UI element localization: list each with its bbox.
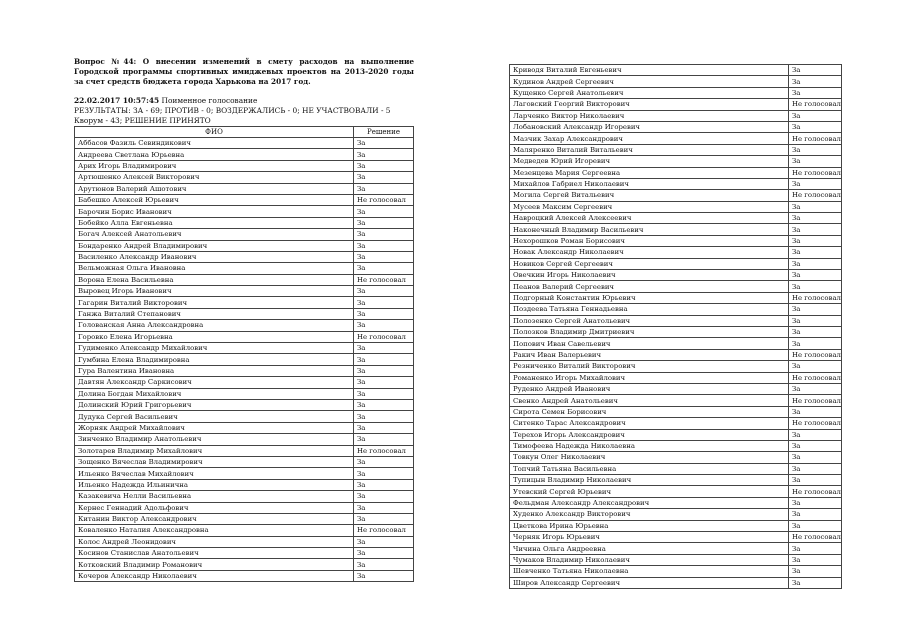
vote-decision: Не голосовал	[789, 133, 842, 144]
deputy-name: Подгорный Константин Юрьевич	[510, 292, 789, 303]
table-row	[75, 491, 414, 502]
deputy-name: Навроцкий Алексей Алексеевич	[510, 213, 789, 224]
table-row	[510, 213, 842, 224]
deputy-name: Зинченко Владимир Анатольевич	[75, 434, 354, 445]
table-row	[75, 172, 414, 183]
deputy-name: Резниченко Виталий Викторович	[510, 361, 789, 372]
table-row	[75, 217, 414, 228]
vote-decision: За	[789, 554, 842, 565]
deputy-name: Голованская Анна Александровна	[75, 320, 354, 331]
votes-table-left	[74, 126, 414, 583]
table-row	[75, 422, 414, 433]
table-row	[510, 554, 842, 565]
deputy-name: Бондаренко Андрей Владимирович	[75, 240, 354, 251]
table-row	[75, 468, 414, 479]
table-header-row	[75, 126, 414, 137]
deputy-name: Сирота Семен Борисович	[510, 406, 789, 417]
deputy-name: Шиpов Александр Сергеевич	[510, 577, 789, 588]
table-row	[510, 315, 842, 326]
question-heading: Вопрос №44: О внесении изменений в смету расходов на выполнение Городской программы спортивных имиджевых проектов на 2013-2020 годы за счет средств бюджета города Харькова на 2017 год.	[74, 57, 414, 87]
vote-type: Поименное голосование	[161, 95, 258, 105]
deputy-name: Топчий Татьяна Васильевна	[510, 463, 789, 474]
table-row	[75, 297, 414, 308]
vote-decision: За	[789, 121, 842, 132]
vote-results: РЕЗУЛЬТАТЫ: ЗА - 69; ПРОТИВ - 0; ВОЗДЕРЖАЛИСЬ - 0; НЕ УЧАСТВОВАЛИ - 5	[74, 105, 391, 115]
vote-decision: За	[354, 377, 414, 388]
vote-decision: За	[789, 281, 842, 292]
vote-decision: За	[354, 422, 414, 433]
vote-decision: За	[789, 144, 842, 155]
table-row	[510, 133, 842, 144]
vote-decision: За	[789, 475, 842, 486]
table-row	[510, 258, 842, 269]
vote-decision: За	[354, 570, 414, 581]
deputy-name: Кущенко Сергей Анатольевич	[510, 87, 789, 98]
vote-decision: Не голосовал	[789, 99, 842, 110]
deputy-name: Ворона Елена Васильевна	[75, 274, 354, 285]
vote-decision: За	[789, 452, 842, 463]
vote-decision: За	[789, 429, 842, 440]
vote-decision: Не голосовал	[354, 525, 414, 536]
table-row	[75, 229, 414, 240]
deputy-name: Арих Игорь Владимирович	[75, 160, 354, 171]
vote-decision: За	[789, 304, 842, 315]
deputy-name: Пеанов Валерий Сергеевич	[510, 281, 789, 292]
left-column	[74, 57, 414, 582]
table-row	[510, 440, 842, 451]
vote-decision: За	[789, 156, 842, 167]
votes-table-right	[509, 64, 842, 589]
vote-decision: За	[354, 548, 414, 559]
table-row	[510, 167, 842, 178]
table-row	[75, 388, 414, 399]
table-row	[510, 281, 842, 292]
deputy-name: Ильенко Вячеслав Михайлович	[75, 468, 354, 479]
deputy-name: Мазчик Захар Александрович	[510, 133, 789, 144]
table-row	[75, 274, 414, 285]
deputy-name: Дудука Сергей Васильевич	[75, 411, 354, 422]
deputy-name: Гура Валентина Ивановна	[75, 365, 354, 376]
table-row	[75, 320, 414, 331]
table-row	[75, 445, 414, 456]
table-row	[510, 121, 842, 132]
table-row	[510, 99, 842, 110]
deputy-name: Нехорошков Роман Борисович	[510, 235, 789, 246]
vote-datetime-line	[74, 96, 414, 106]
deputy-name: Фельдман Александр Александрович	[510, 497, 789, 508]
table-row	[510, 361, 842, 372]
table-row	[510, 338, 842, 349]
deputy-name: Мусеев Максим Сергеевич	[510, 201, 789, 212]
vote-decision: За	[354, 513, 414, 524]
deputy-name: Полозков Владимир Дмитриевич	[510, 326, 789, 337]
table-row	[75, 331, 414, 342]
table-row	[75, 183, 414, 194]
vote-decision: Не голосовал	[789, 292, 842, 303]
table-row	[510, 383, 842, 394]
vote-decision: За	[354, 434, 414, 445]
deputy-name: Кернес Геннадий Адольфович	[75, 502, 354, 513]
deputy-name: Косинов Станислав Анатольевич	[75, 548, 354, 559]
deputy-name: Выровец Игорь Иванович	[75, 286, 354, 297]
deputy-name: Гумбина Елена Владимировна	[75, 354, 354, 365]
deputy-name: Руденко Андрей Иванович	[510, 383, 789, 394]
table-row	[510, 349, 842, 360]
deputy-name: Чумаков Владимир Николаевич	[510, 554, 789, 565]
deputy-name: Богач Алексей Анатольевич	[75, 229, 354, 240]
deputy-name: Новиков Сергей Сергеевич	[510, 258, 789, 269]
deputy-name: Новак Александр Николаевич	[510, 247, 789, 258]
vote-decision: За	[354, 491, 414, 502]
table-row	[510, 304, 842, 315]
table-row	[510, 566, 842, 577]
vote-decision: За	[354, 251, 414, 262]
table-row	[510, 543, 842, 554]
deputy-name: Арутюнов Валерий Ашотович	[75, 183, 354, 194]
deputy-name: Бобейко Алла Евгеньевна	[75, 217, 354, 228]
table-row	[75, 456, 414, 467]
deputy-name: Кочеров Александр Николаевич	[75, 570, 354, 581]
table-row	[75, 343, 414, 354]
vote-decision: За	[789, 440, 842, 451]
vote-decision: За	[354, 149, 414, 160]
vote-decision: За	[354, 229, 414, 240]
deputy-name: Долинский Юрий Григорьевич	[75, 399, 354, 410]
vote-decision: За	[354, 388, 414, 399]
deputy-name: Маляренко Виталий Витальевич	[510, 144, 789, 155]
deputy-name: Овечкин Игорь Николаевич	[510, 270, 789, 281]
deputy-name: Михайлов Габриел Николаевич	[510, 178, 789, 189]
deputy-name: Долина Богдан Михайлович	[75, 388, 354, 399]
table-row	[510, 270, 842, 281]
vote-decision: За	[789, 497, 842, 508]
vote-decision: За	[354, 206, 414, 217]
vote-decision: Не голосовал	[789, 532, 842, 543]
table-row	[510, 532, 842, 543]
table-row	[75, 411, 414, 422]
table-row	[75, 536, 414, 547]
deputy-name: Тимофеева Надежда Николаевна	[510, 440, 789, 451]
vote-decision: За	[789, 178, 842, 189]
table-row	[510, 201, 842, 212]
table-row	[75, 194, 414, 205]
vote-decision: За	[789, 247, 842, 258]
table-row	[75, 548, 414, 559]
deputy-name: Зощенко Вячеслав Владимирович	[75, 456, 354, 467]
deputy-name: Барочин Борис Иванович	[75, 206, 354, 217]
deputy-name: Криводя Виталий Евгеньевич	[510, 65, 789, 76]
deputy-name: Медведев Юрий Игоревич	[510, 156, 789, 167]
table-row	[75, 251, 414, 262]
vote-decision: За	[789, 543, 842, 554]
table-row	[510, 76, 842, 87]
deputy-name: Лаговский Георгий Викторович	[510, 99, 789, 110]
table-row	[510, 372, 842, 383]
deputy-name: Тупицын Владимир Николаевич	[510, 475, 789, 486]
table-row	[510, 224, 842, 235]
vote-decision: За	[789, 76, 842, 87]
deputy-name: Бабешко Алексей Юрьевич	[75, 194, 354, 205]
vote-decision: За	[789, 361, 842, 372]
deputy-name: Худенко Александр Викторович	[510, 509, 789, 520]
table-row	[75, 149, 414, 160]
vote-decision: За	[789, 520, 842, 531]
vote-decision: Не голосовал	[789, 486, 842, 497]
deputy-name: Гудименко Александр Михайлович	[75, 343, 354, 354]
name-column-header: ФИО	[75, 126, 354, 137]
deputy-name: Черняк Игорь Юрьевич	[510, 532, 789, 543]
table-row	[510, 418, 842, 429]
deputy-name: Чичина Ольга Андреевна	[510, 543, 789, 554]
table-row	[510, 144, 842, 155]
deputy-name: Утевский Сергей Юрьевич	[510, 486, 789, 497]
vote-decision: Не голосовал	[789, 395, 842, 406]
table-row	[510, 235, 842, 246]
deputy-name: Золотарев Владимир Михайлович	[75, 445, 354, 456]
vote-decision: Не голосовал	[789, 349, 842, 360]
table-row	[510, 486, 842, 497]
right-column	[509, 64, 841, 589]
deputy-name: Цветкова Ирина Юрьевна	[510, 520, 789, 531]
right-table-body	[510, 65, 842, 589]
table-row	[510, 463, 842, 474]
table-row	[510, 87, 842, 98]
table-row	[510, 520, 842, 531]
vote-decision: За	[789, 383, 842, 394]
vote-decision: За	[789, 315, 842, 326]
vote-decision: За	[354, 263, 414, 274]
vote-decision: За	[789, 110, 842, 121]
deputy-name: Давтян Александр Саркисович	[75, 377, 354, 388]
vote-decision: Не голосовал	[354, 194, 414, 205]
vote-decision: За	[354, 308, 414, 319]
vote-datetime: 22.02.2017 10:57:45	[74, 95, 160, 105]
vote-decision: За	[354, 183, 414, 194]
deputy-name: Мезенцева Мария Сергеевна	[510, 167, 789, 178]
table-row	[510, 190, 842, 201]
deputy-name: Кудинов Андрей Сергеевич	[510, 76, 789, 87]
vote-decision: За	[354, 559, 414, 570]
vote-decision: За	[789, 326, 842, 337]
deputy-name: Наконечный Владимир Васильевич	[510, 224, 789, 235]
vote-decision: За	[354, 354, 414, 365]
table-row	[510, 178, 842, 189]
table-row	[510, 509, 842, 520]
vote-decision: За	[354, 240, 414, 251]
deputy-name: Ситенко Тарас Александрович	[510, 418, 789, 429]
vote-decision: За	[789, 258, 842, 269]
vote-decision: За	[789, 463, 842, 474]
deputy-name: Китанин Виктор Александрович	[75, 513, 354, 524]
vote-decision: За	[354, 502, 414, 513]
table-row	[75, 354, 414, 365]
vote-decision: За	[354, 399, 414, 410]
vote-decision: Не голосовал	[789, 167, 842, 178]
vote-decision: За	[354, 479, 414, 490]
vote-decision: За	[789, 201, 842, 212]
left-table-body	[75, 138, 414, 582]
vote-decision: За	[354, 468, 414, 479]
vote-decision: Не голосовал	[354, 445, 414, 456]
vote-decision: За	[354, 286, 414, 297]
deputy-name: Товкун Олег Николаевич	[510, 452, 789, 463]
deputy-name: Шевченко Татьяна Николаевна	[510, 566, 789, 577]
vote-decision: За	[354, 172, 414, 183]
vote-decision: За	[789, 65, 842, 76]
table-row	[75, 263, 414, 274]
table-row	[75, 559, 414, 570]
table-row	[75, 513, 414, 524]
deputy-name: Василенко Александр Иванович	[75, 251, 354, 262]
table-row	[510, 429, 842, 440]
vote-decision: За	[789, 213, 842, 224]
vote-decision: За	[789, 509, 842, 520]
vote-decision: Не голосовал	[354, 274, 414, 285]
table-row	[75, 286, 414, 297]
table-row	[510, 65, 842, 76]
vote-decision: Не голосовал	[789, 190, 842, 201]
deputy-name: Поздеева Татьяна Геннадьевна	[510, 304, 789, 315]
table-row	[510, 110, 842, 121]
vote-decision: За	[354, 217, 414, 228]
table-row	[75, 240, 414, 251]
deputy-name: Горовко Елена Игорьевна	[75, 331, 354, 342]
deputy-name: Колос Андрей Леонидович	[75, 536, 354, 547]
vote-decision: За	[789, 577, 842, 588]
deputy-name: Ганжа Виталий Степанович	[75, 308, 354, 319]
table-row	[75, 570, 414, 581]
vote-decision: За	[789, 235, 842, 246]
vote-decision: За	[354, 138, 414, 149]
table-row	[75, 479, 414, 490]
table-row	[510, 452, 842, 463]
deputy-name: Гагарин Виталий Викторович	[75, 297, 354, 308]
deputy-name: Романенко Игорь Михайлович	[510, 372, 789, 383]
deputy-name: Казакевича Нелли Васильевна	[75, 491, 354, 502]
vote-decision: За	[354, 365, 414, 376]
table-row	[510, 156, 842, 167]
vote-quorum: Кворум - 43; РЕШЕНИЕ ПРИНЯТО	[74, 115, 211, 125]
deputy-name: Ильенко Надежда Ильинична	[75, 479, 354, 490]
table-row	[510, 247, 842, 258]
table-row	[510, 475, 842, 486]
vote-decision: За	[354, 297, 414, 308]
deputy-name: Коваленко Наталия Александровна	[75, 525, 354, 536]
vote-decision: За	[789, 87, 842, 98]
vote-decision: За	[789, 566, 842, 577]
deputy-name: Аббасов Фазиль Севиндикович	[75, 138, 354, 149]
vote-decision: Не голосовал	[354, 331, 414, 342]
table-row	[75, 308, 414, 319]
vote-decision: Не голосовал	[789, 418, 842, 429]
deputy-name: Могила Сергей Витальевич	[510, 190, 789, 201]
table-row	[510, 326, 842, 337]
vote-decision: За	[354, 456, 414, 467]
deputy-name: Попович Иван Савельевич	[510, 338, 789, 349]
vote-decision: Не голосовал	[789, 372, 842, 383]
deputy-name: Свенко Андрей Анатольевич	[510, 395, 789, 406]
table-row	[75, 399, 414, 410]
table-row	[510, 292, 842, 303]
table-row	[75, 377, 414, 388]
table-row	[75, 502, 414, 513]
table-row	[75, 434, 414, 445]
table-row	[75, 525, 414, 536]
vote-decision: За	[354, 320, 414, 331]
vote-decision: За	[789, 406, 842, 417]
table-row	[75, 365, 414, 376]
deputy-name: Котковский Владимир Романович	[75, 559, 354, 570]
vote-decision: За	[789, 338, 842, 349]
deputy-name: Вельможная Ольга Ивановна	[75, 263, 354, 274]
table-row	[510, 395, 842, 406]
vote-decision: За	[354, 411, 414, 422]
vote-decision: За	[354, 160, 414, 171]
table-row	[75, 138, 414, 149]
deputy-name: Артюшенко Алексей Викторович	[75, 172, 354, 183]
table-row	[510, 406, 842, 417]
deputy-name: Терехов Игорь Александрович	[510, 429, 789, 440]
table-row	[510, 577, 842, 588]
vote-decision: За	[354, 536, 414, 547]
deputy-name: Ларченко Виктор Николаевич	[510, 110, 789, 121]
deputy-name: Лобановский Александр Игоревич	[510, 121, 789, 132]
table-row	[75, 160, 414, 171]
table-row	[510, 497, 842, 508]
deputy-name: Ракич Иван Валерьевич	[510, 349, 789, 360]
decision-column-header: Решение	[354, 126, 414, 137]
vote-decision: За	[354, 343, 414, 354]
deputy-name: Жорняк Андрей Михайлович	[75, 422, 354, 433]
vote-decision: За	[789, 224, 842, 235]
table-row	[75, 206, 414, 217]
deputy-name: Полозенко Сергей Анатольевич	[510, 315, 789, 326]
deputy-name: Андреева Светлана Юрьевна	[75, 149, 354, 160]
vote-decision: За	[789, 270, 842, 281]
